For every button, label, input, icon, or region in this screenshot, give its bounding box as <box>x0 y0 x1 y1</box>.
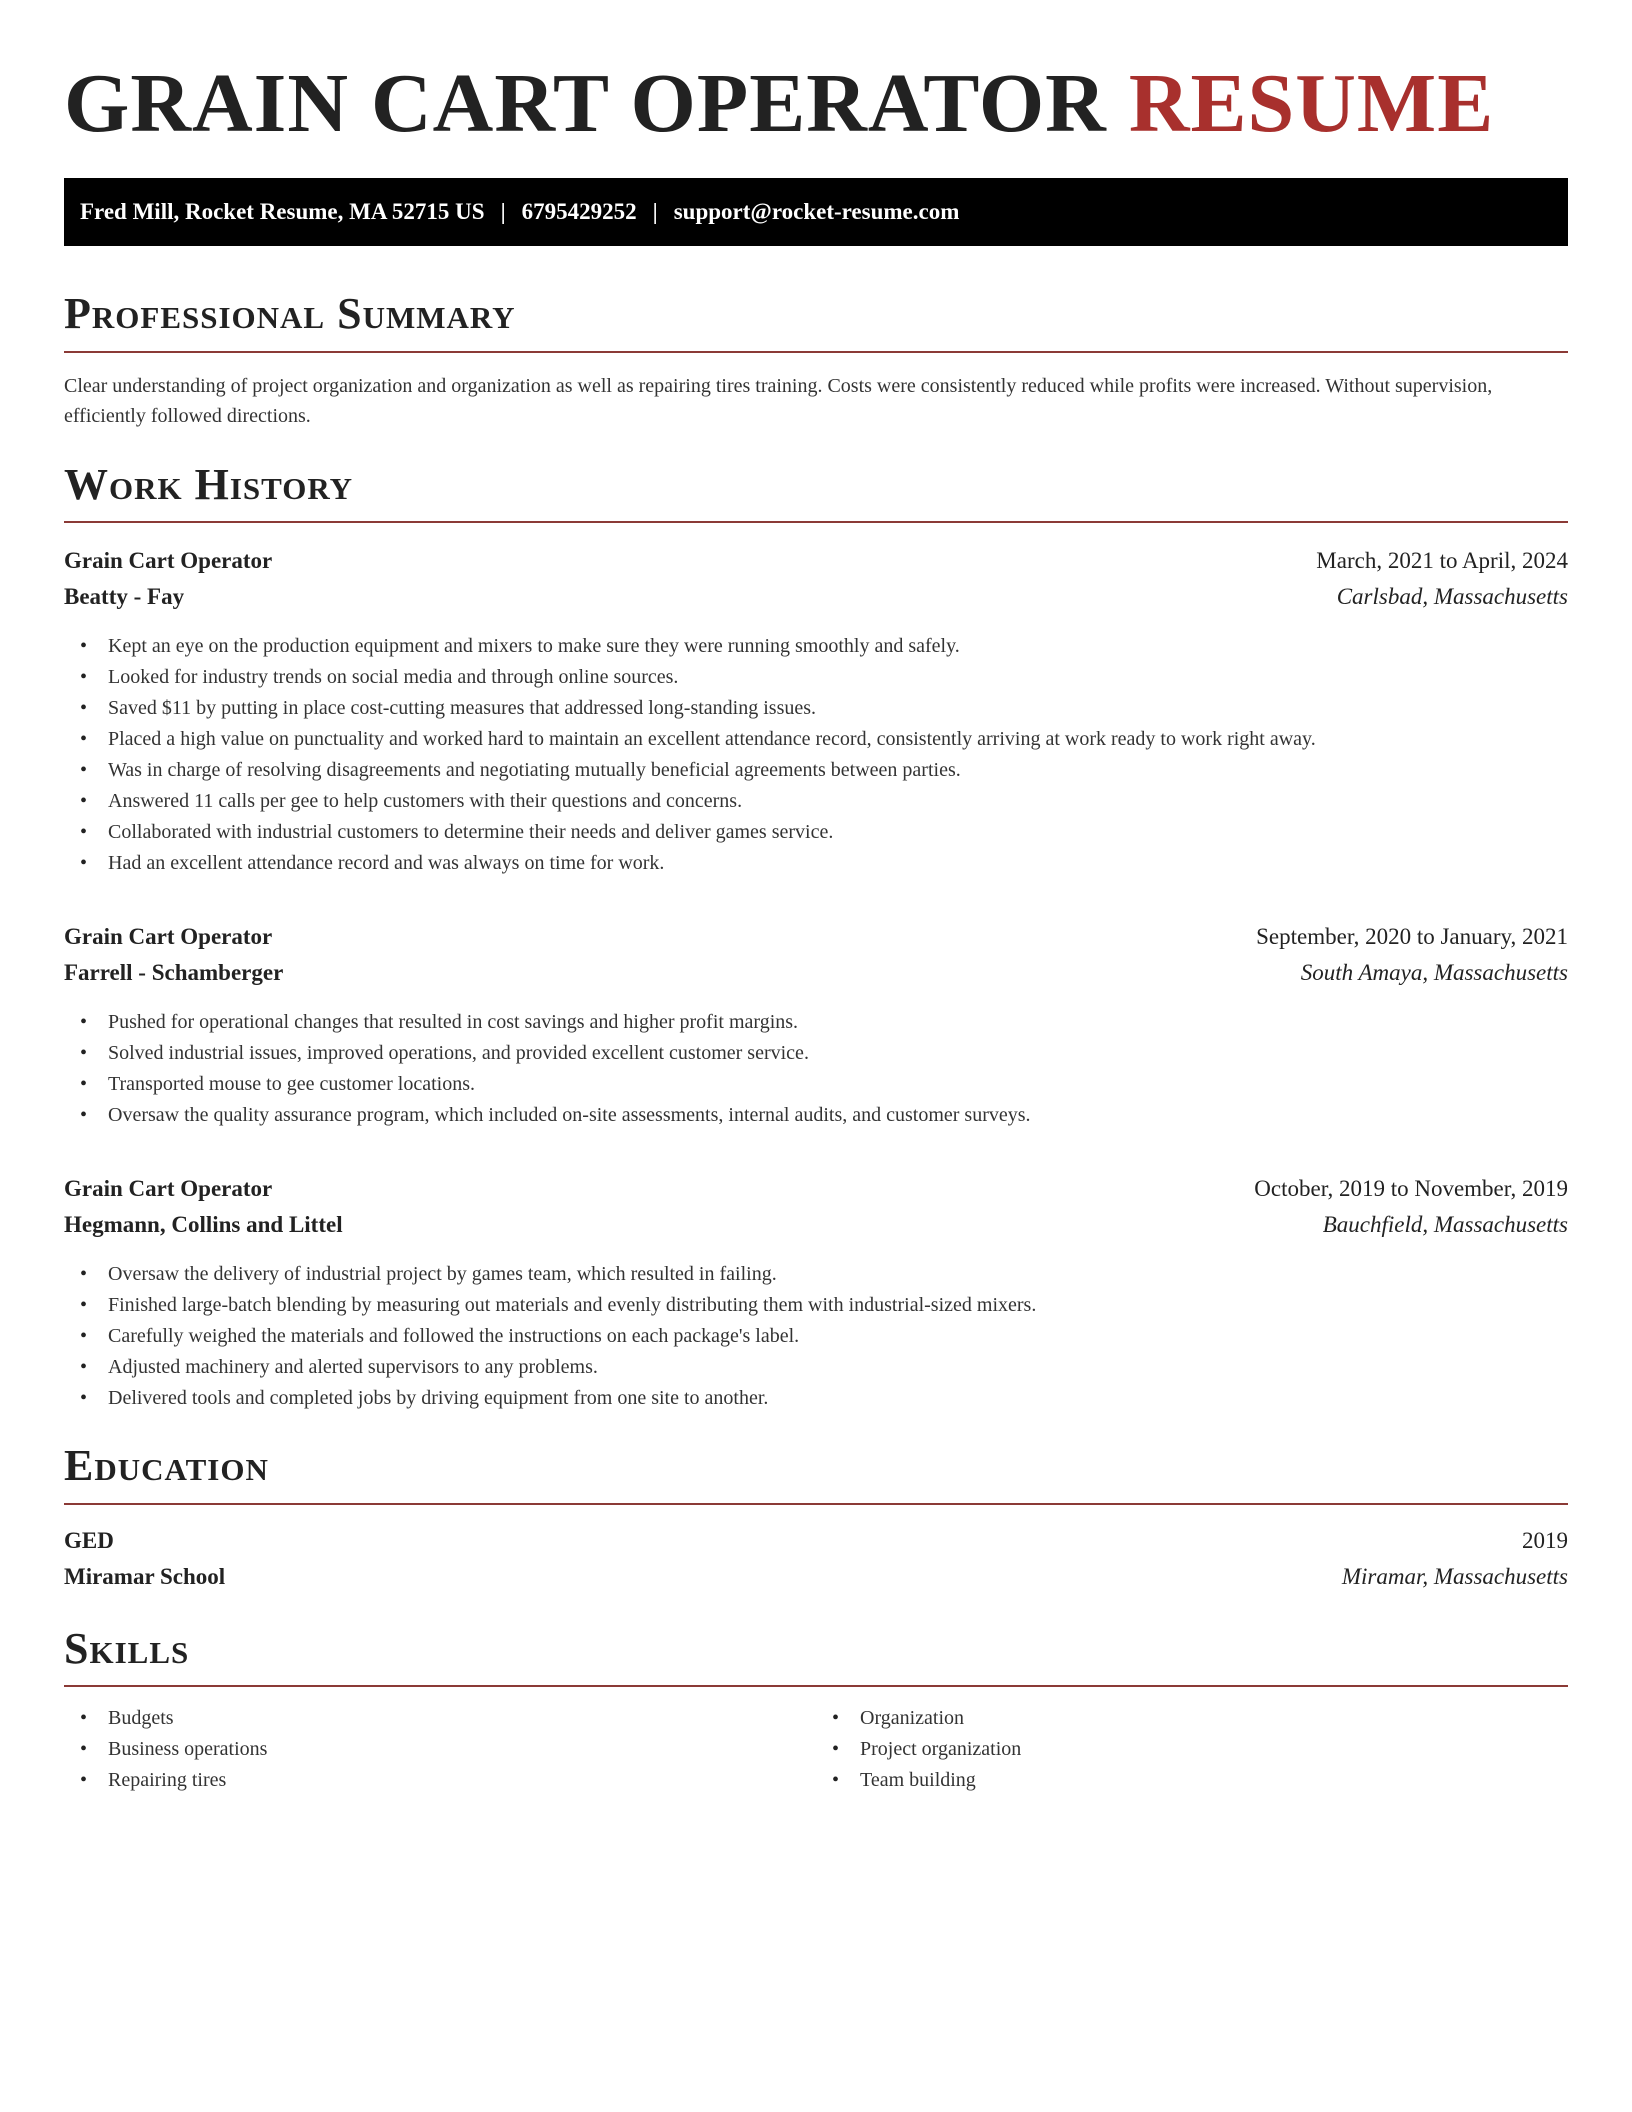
work-history-heading: Work History <box>64 461 1568 523</box>
job-bullet: • Collaborated with industrial customers to determine their needs and deliver games service. <box>80 817 1568 848</box>
job-entry <box>64 543 1568 879</box>
job-bullet: • Transported mouse to gee customer locations. <box>80 1069 1568 1100</box>
job-location: Carlsbad, Massachusetts <box>1336 584 1568 610</box>
skills-section <box>64 1625 1568 1796</box>
job-header-row <box>64 543 1568 579</box>
skill-item: • Organization <box>832 1703 1568 1734</box>
contact-separator: | <box>652 199 658 225</box>
job-title: Grain Cart Operator <box>64 924 273 950</box>
contact-email: support@rocket-resume.com <box>673 199 960 225</box>
job-bullets <box>64 631 1568 879</box>
skills-grid <box>64 1703 1568 1796</box>
education-location: Miramar, Massachusetts <box>1341 1563 1568 1589</box>
title-main: GRAIN CART OPERATOR <box>64 57 1107 150</box>
job-company-row <box>64 579 1568 615</box>
job-bullets <box>64 1007 1568 1131</box>
education-degree: GED <box>64 1527 114 1553</box>
education-year: 2019 <box>1522 1527 1568 1553</box>
job-location: Bauchfield, Massachusetts <box>1322 1212 1568 1238</box>
job-title: Grain Cart Operator <box>64 548 273 574</box>
education-entry <box>64 1523 1568 1595</box>
job-entry <box>64 919 1568 1131</box>
education-degree-row <box>64 1523 1568 1559</box>
job-dates: March, 2021 to April, 2024 <box>1316 548 1568 574</box>
summary-heading: Professional Summary <box>64 290 1568 352</box>
skills-heading: Skills <box>64 1625 1568 1687</box>
job-bullet: • Delivered tools and completed jobs by driving equipment from one site to another. <box>80 1383 1568 1414</box>
summary-text: Clear understanding of project organization and organization as well as repairing tires training. Costs were consistently reduced while profits were increased. Without supervision, efficiently followed directions. <box>64 374 1493 427</box>
job-bullet: • Solved industrial issues, improved operations, and provided excellent customer service. <box>80 1038 1568 1069</box>
job-company-row <box>64 1207 1568 1243</box>
skill-item: • Team building <box>832 1765 1568 1796</box>
contact-phone: 6795429252 <box>521 199 637 225</box>
title-accent: RESUME <box>1128 57 1495 150</box>
contact-separator: | <box>500 199 506 225</box>
job-bullets <box>64 1259 1568 1414</box>
job-bullet: • Answered 11 calls per gee to help customers with their questions and concerns. <box>80 786 1568 817</box>
job-company: Hegmann, Collins and Littel <box>64 1212 343 1238</box>
skill-item: • Business operations <box>80 1734 816 1765</box>
job-bullet: • Saved $11 by putting in place cost-cutting measures that addressed long-standing issues. <box>80 693 1568 724</box>
job-header-row <box>64 919 1568 955</box>
job-bullet: • Oversaw the quality assurance program, which included on-site assessments, internal audits, and customer surveys. <box>80 1100 1568 1131</box>
job-header-row <box>64 1171 1568 1207</box>
job-entry <box>64 1171 1568 1414</box>
job-bullet: • Had an excellent attendance record and was always on time for work. <box>80 848 1568 879</box>
job-dates: October, 2019 to November, 2019 <box>1254 1176 1568 1202</box>
resume-title <box>64 58 1568 150</box>
education-school-row <box>64 1559 1568 1595</box>
job-bullet: • Carefully weighed the materials and followed the instructions on each package's label. <box>80 1321 1568 1352</box>
job-dates: September, 2020 to January, 2021 <box>1256 924 1568 950</box>
education-school: Miramar School <box>64 1563 226 1589</box>
work-history-section <box>64 461 1568 1414</box>
skill-item: • Budgets <box>80 1703 816 1734</box>
job-bullet: • Adjusted machinery and alerted supervisors to any problems. <box>80 1352 1568 1383</box>
job-location: South Amaya, Massachusetts <box>1300 960 1568 986</box>
skills-column-right <box>816 1703 1568 1796</box>
job-company-row <box>64 955 1568 991</box>
job-company: Farrell - Schamberger <box>64 960 284 986</box>
job-title: Grain Cart Operator <box>64 1176 273 1202</box>
job-bullet: • Looked for industry trends on social media and through online sources. <box>80 662 1568 693</box>
job-bullet: • Kept an eye on the production equipment and mixers to make sure they were running smoothly and safely. <box>80 631 1568 662</box>
job-bullet: • Pushed for operational changes that resulted in cost savings and higher profit margins. <box>80 1007 1568 1038</box>
job-bullet: • Finished large-batch blending by measuring out materials and evenly distributing them with industrial-sized mixers. <box>80 1290 1568 1321</box>
job-bullet: • Was in charge of resolving disagreements and negotiating mutually beneficial agreements between parties. <box>80 755 1568 786</box>
skill-item: • Repairing tires <box>80 1765 816 1796</box>
contact-address: Fred Mill, Rocket Resume, MA 52715 US <box>80 199 485 225</box>
education-heading: Education <box>64 1442 1568 1504</box>
skills-column-left <box>64 1703 816 1796</box>
job-bullet: • Oversaw the delivery of industrial project by games team, which resulted in failing. <box>80 1259 1568 1290</box>
job-company: Beatty - Fay <box>64 584 185 610</box>
contact-bar <box>64 178 1568 246</box>
skill-item: • Project organization <box>832 1734 1568 1765</box>
summary-section <box>64 290 1568 430</box>
education-section <box>64 1442 1568 1594</box>
job-bullet: • Placed a high value on punctuality and worked hard to maintain an excellent attendance record, consistently arriving at work ready to work right away. <box>80 724 1568 755</box>
